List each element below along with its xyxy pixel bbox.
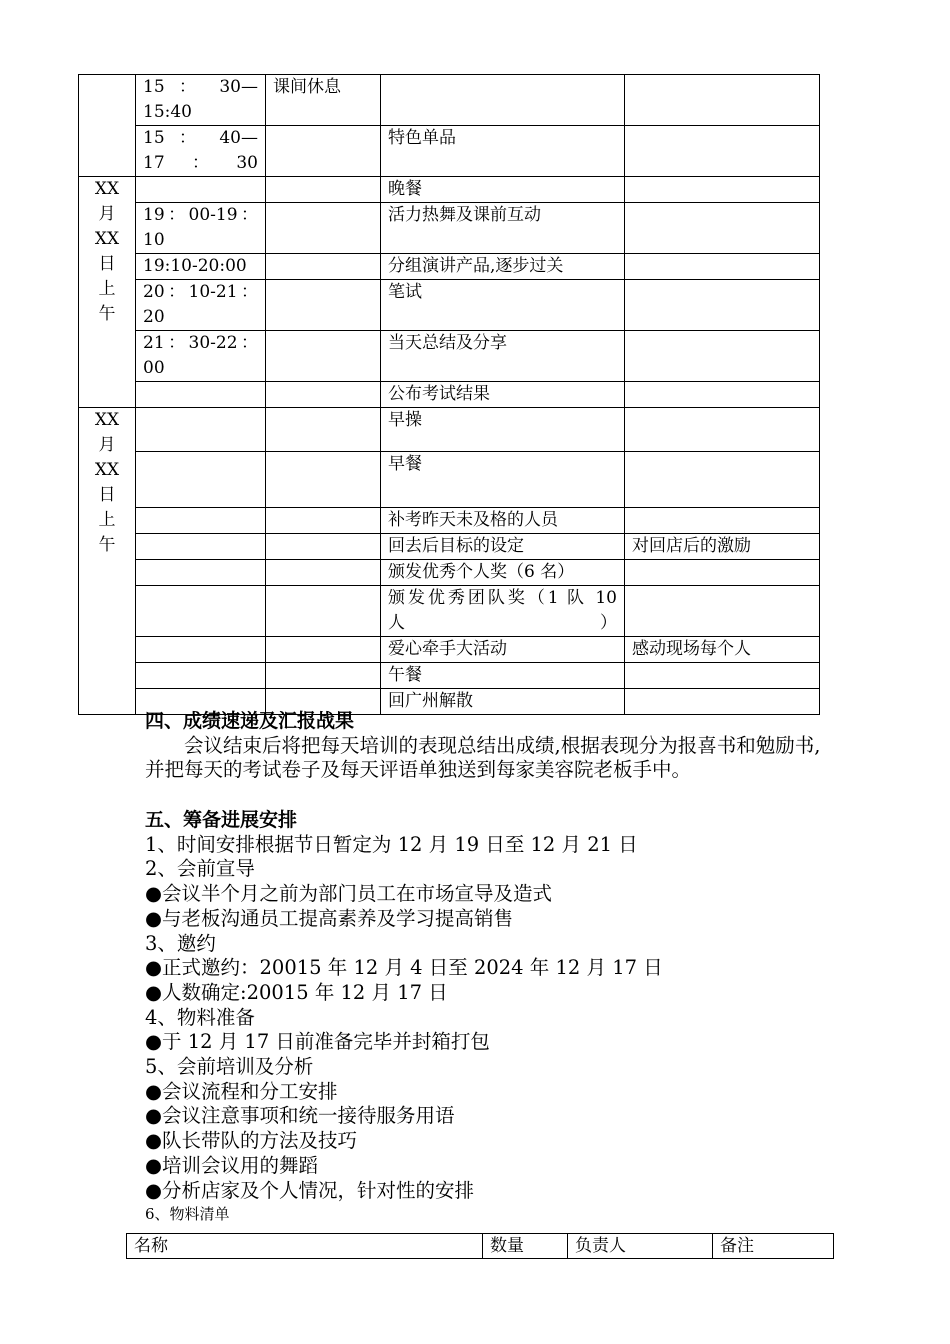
list-item: ●会议流程和分工安排 — [145, 1079, 338, 1103]
content-cell: 补考昨天未及格的人员 — [381, 508, 625, 534]
section-heading: 四、成绩速递及汇报战果 — [145, 710, 355, 732]
note-cell — [625, 452, 820, 508]
content-cell: 公布考试结果 — [381, 382, 625, 408]
title-cell — [266, 586, 381, 637]
content-cell: 活力热舞及课前互动 — [381, 203, 625, 254]
title-cell: 课间休息 — [266, 75, 381, 126]
time-cell — [136, 382, 266, 408]
content-cell: 午餐 — [381, 663, 625, 689]
time-cell — [136, 508, 266, 534]
title-cell — [266, 126, 381, 177]
note-cell — [625, 560, 820, 586]
table-header-row — [127, 1234, 834, 1259]
list-item: ●会议半个月之前为部门员工在市场宣导及造式 — [145, 882, 553, 906]
time-cell — [136, 534, 266, 560]
note-cell — [625, 254, 820, 280]
time-cell — [136, 663, 266, 689]
note-cell — [625, 126, 820, 177]
content-cell: 特色单品 — [381, 126, 625, 177]
content-cell: 笔试 — [381, 280, 625, 331]
note-cell — [625, 408, 820, 452]
note-cell: 感动现场每个人 — [625, 637, 820, 663]
list-item: ●人数确定:20015 年 12 月 17 日 — [145, 980, 448, 1004]
time-cell: 21：30-22： 00 — [136, 331, 266, 382]
table-row — [79, 177, 820, 203]
schedule-table — [78, 74, 820, 715]
section-4 — [145, 709, 825, 783]
note-cell — [625, 586, 820, 637]
table-row — [79, 254, 820, 280]
title-cell — [266, 331, 381, 382]
table-row — [79, 663, 820, 689]
section-heading: 五、筹备进展安排 — [145, 809, 298, 831]
content-cell: 颁发优秀个人奖（6 名） — [381, 560, 625, 586]
time-cell — [136, 560, 266, 586]
list-item: 3、邀约 — [145, 931, 216, 955]
note-cell: 对回店后的激励 — [625, 534, 820, 560]
time-cell: 20：10-21： 20 — [136, 280, 266, 331]
content-cell: 颁发优秀团队奖（1 队 10 人） — [381, 586, 625, 637]
list-item: ●队长带队的方法及技巧 — [145, 1129, 358, 1153]
list-item: 4、物料准备 — [145, 1005, 255, 1029]
content-cell — [381, 75, 625, 126]
day-label: XX 月 XX 日 上 午 — [79, 177, 136, 408]
title-cell — [266, 280, 381, 331]
title-cell — [266, 452, 381, 508]
time-cell: 19：00-19： 10 — [136, 203, 266, 254]
note-cell — [625, 331, 820, 382]
column-header: 名称 — [127, 1234, 483, 1259]
note-cell — [625, 508, 820, 534]
table-row — [79, 408, 820, 452]
content-cell: 爱心牵手大活动 — [381, 637, 625, 663]
column-header: 负责人 — [568, 1234, 713, 1259]
title-cell — [266, 177, 381, 203]
table-row — [79, 560, 820, 586]
time-cell: 15 ： 30— 15:40 — [136, 75, 266, 126]
list-item: ●于 12 月 17 日前准备完毕并封箱打包 — [145, 1030, 490, 1054]
title-cell — [266, 508, 381, 534]
title-cell — [266, 534, 381, 560]
time-cell: 19:10-20:00 — [136, 254, 266, 280]
list-item: ●分析店家及个人情况，针对性的安排 — [145, 1178, 475, 1202]
title-cell — [266, 254, 381, 280]
day-label: XX 月 XX 日 上 午 — [79, 408, 136, 715]
title-cell — [266, 560, 381, 586]
note-cell — [625, 75, 820, 126]
content-cell: 回广州解散 — [381, 689, 625, 715]
note-cell — [625, 280, 820, 331]
time-cell — [136, 177, 266, 203]
content-cell: 早餐 — [381, 452, 625, 508]
title-cell — [266, 408, 381, 452]
table-row — [79, 586, 820, 637]
content-cell: 晚餐 — [381, 177, 625, 203]
time-cell — [136, 452, 266, 508]
table-row — [79, 508, 820, 534]
list-item: ●培训会议用的舞蹈 — [145, 1153, 319, 1177]
table-row — [79, 75, 820, 126]
column-header: 备注 — [713, 1234, 834, 1259]
content-cell: 当天总结及分享 — [381, 331, 625, 382]
list-item: 1、时间安排根据节日暂定为 12 月 19 日至 12 月 21 日 — [145, 832, 638, 856]
time-cell — [136, 408, 266, 452]
time-cell — [136, 586, 266, 637]
list-item: ●会议注意事项和统一接待服务用语 — [145, 1104, 455, 1128]
day-cell — [79, 75, 136, 177]
table-row — [79, 382, 820, 408]
title-cell — [266, 203, 381, 254]
table-row — [79, 203, 820, 254]
list-item: 5、会前培训及分析 — [145, 1055, 314, 1079]
list-item: ●正式邀约：20015 年 12 月 4 日至 2024 年 12 月 17 日 — [145, 956, 663, 980]
materials-label: 6、物料清单 — [145, 1205, 230, 1224]
table-row — [79, 126, 820, 177]
note-cell — [625, 663, 820, 689]
content-cell: 回去后目标的设定 — [381, 534, 625, 560]
materials-table — [126, 1233, 834, 1259]
table-row — [79, 331, 820, 382]
table-row — [79, 534, 820, 560]
time-cell: 15 ： 40— 17：30 — [136, 126, 266, 177]
title-cell — [266, 637, 381, 663]
list-item: 2、会前宣导 — [145, 857, 255, 881]
content-cell: 早操 — [381, 408, 625, 452]
column-header: 数量 — [483, 1234, 568, 1259]
content-cell: 分组演讲产品,逐步过关 — [381, 254, 625, 280]
section-body: 会议结束后将把每天培训的表现总结出成绩,根据表现分为报喜书和勉励书,并把每天的考试卷子及每天评语单独送到每家美容院老板手中。 — [145, 733, 821, 782]
note-cell — [625, 203, 820, 254]
list-item: ●与老板沟通员工提高素养及学习提高销售 — [145, 906, 514, 930]
note-cell — [625, 382, 820, 408]
note-cell — [625, 177, 820, 203]
table-row — [79, 280, 820, 331]
title-cell — [266, 663, 381, 689]
table-row — [79, 452, 820, 508]
table-row — [79, 637, 820, 663]
section-5 — [145, 808, 825, 1225]
title-cell — [266, 382, 381, 408]
time-cell — [136, 637, 266, 663]
